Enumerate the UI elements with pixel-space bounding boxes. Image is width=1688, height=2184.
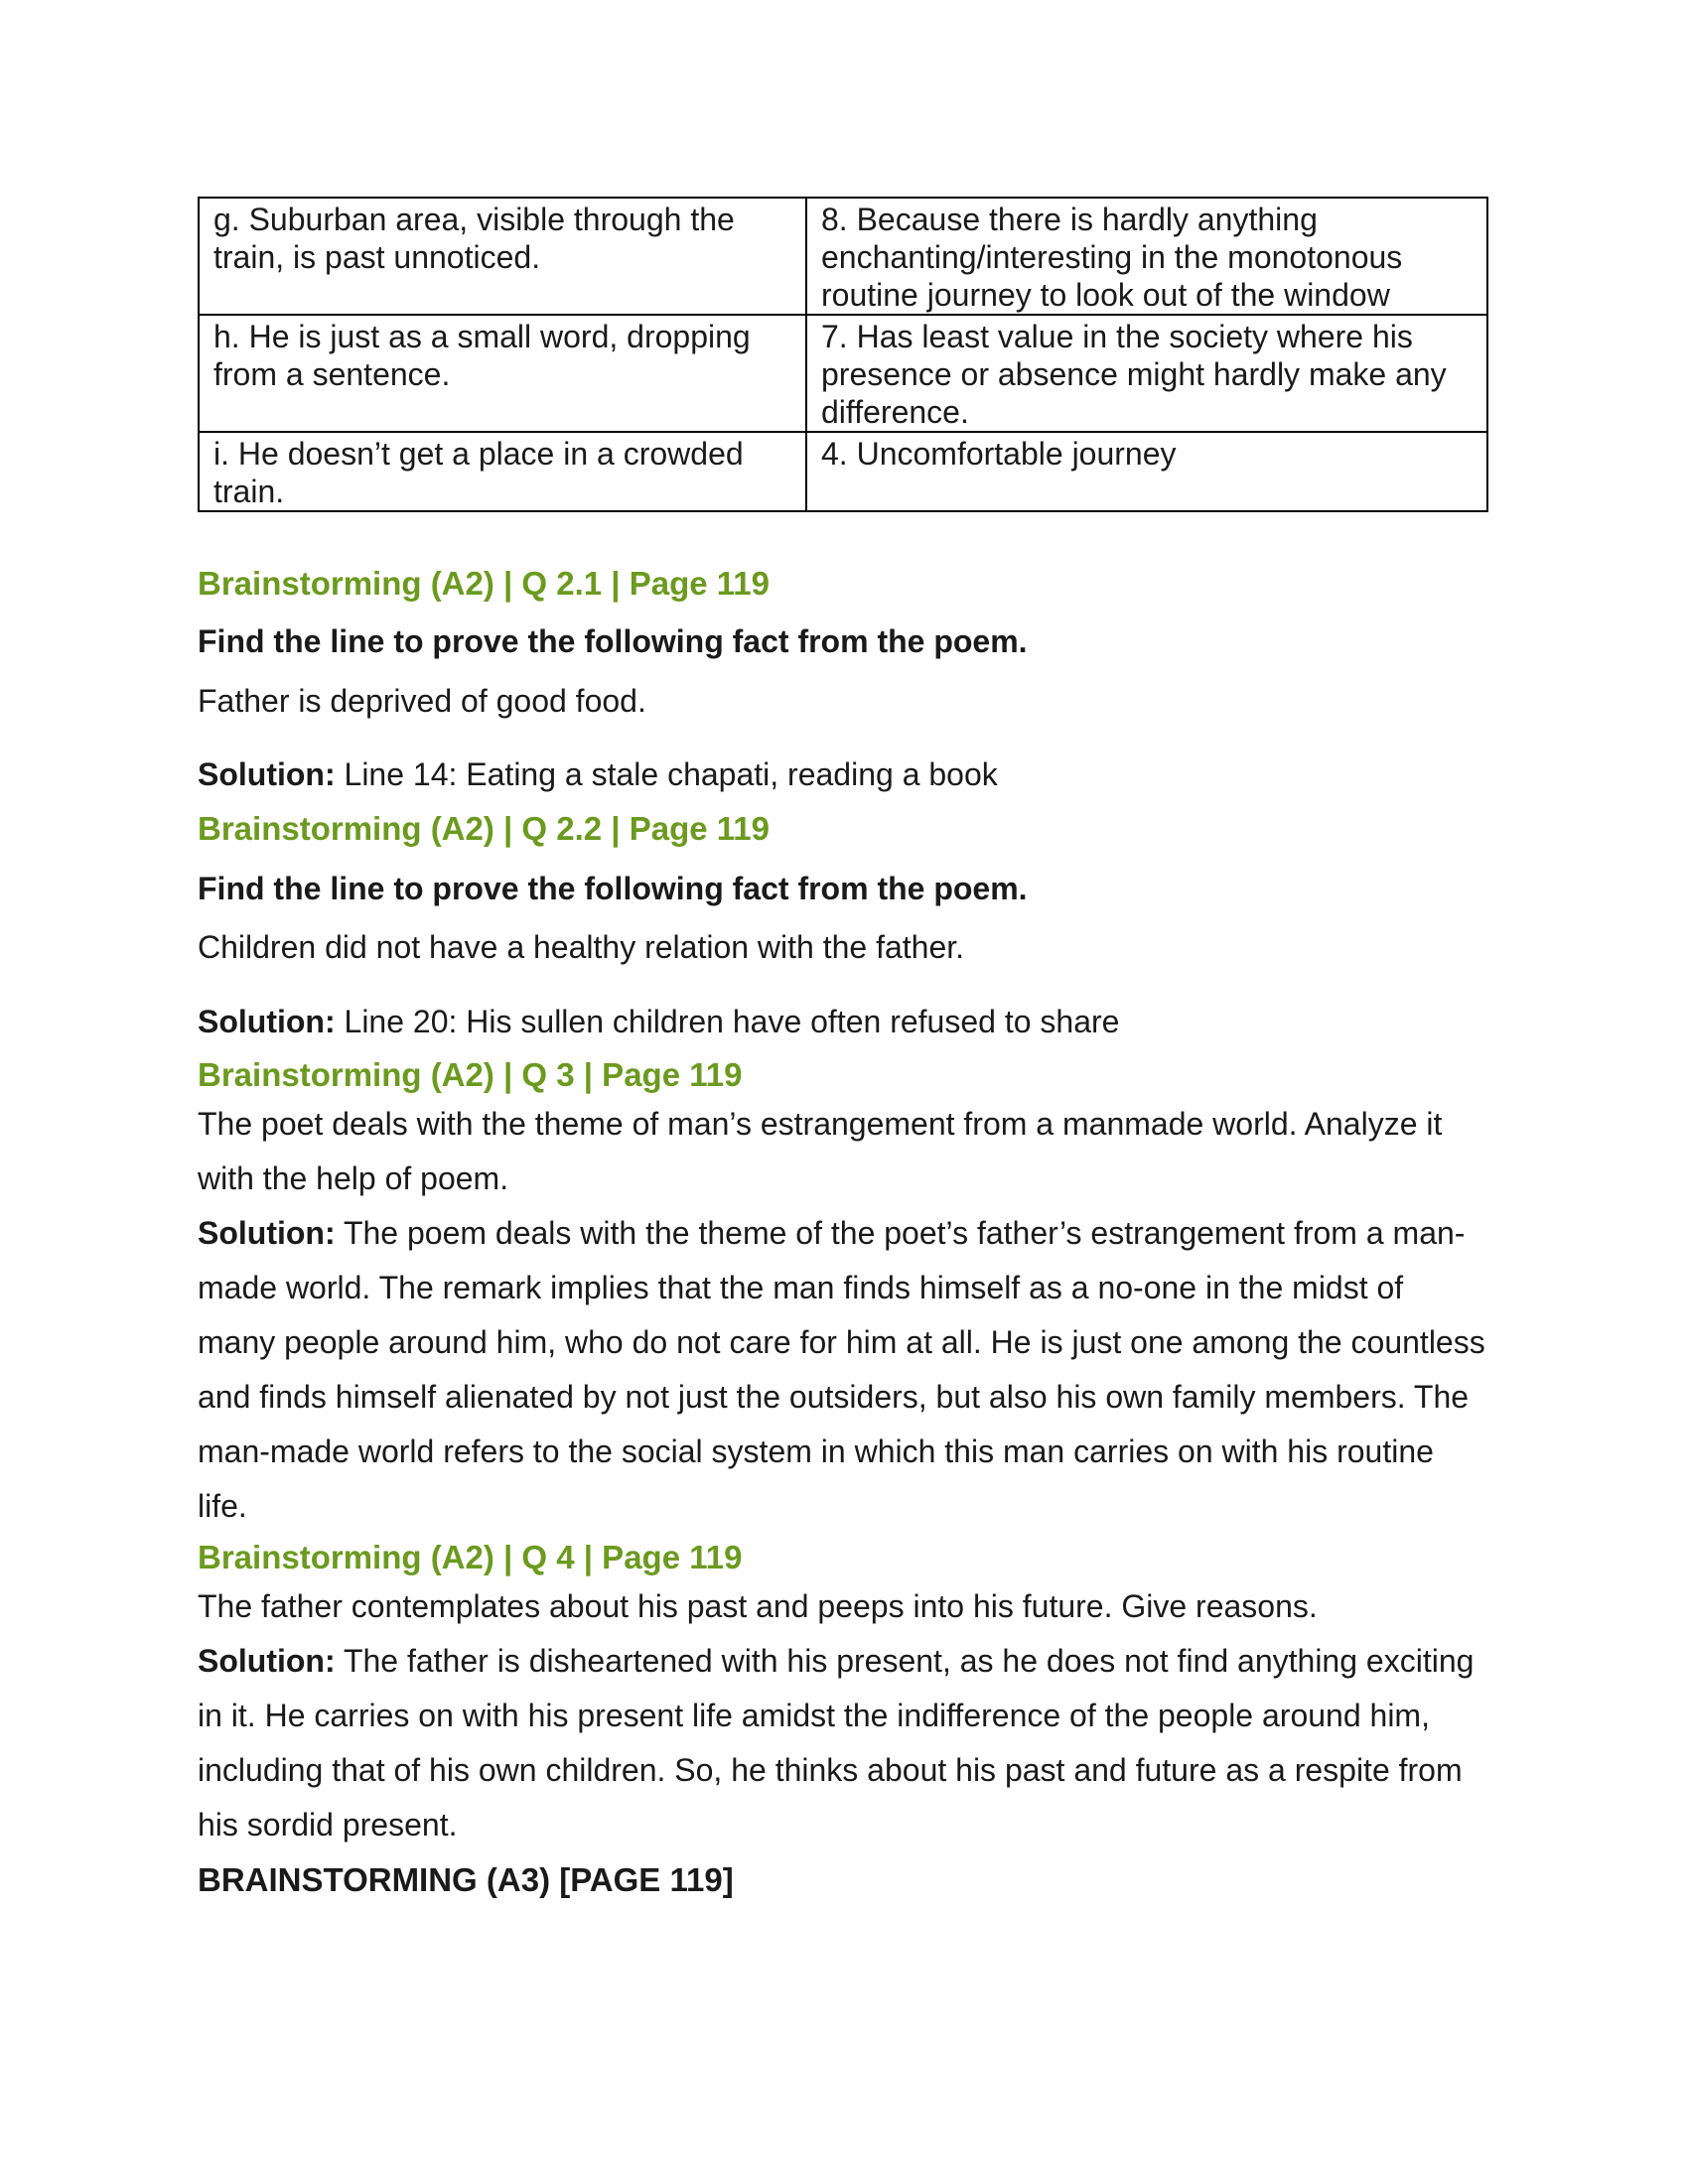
section-heading-q2-1: Brainstorming (A2) | Q 2.1 | Page 119 — [198, 565, 770, 602]
question-fact: Father is deprived of good food. — [198, 683, 646, 719]
matching-table — [198, 197, 1488, 512]
table-row — [199, 198, 1487, 315]
question-instruction: Find the line to prove the following fact from the poem. — [198, 623, 1028, 659]
solution-label: Solution: — [198, 1643, 336, 1679]
table-cell-right: 4. Uncomfortable journey — [806, 432, 1487, 511]
section-heading-q4: Brainstorming (A2) | Q 4 | Page 119 — [198, 1539, 743, 1575]
table-cell-right: 7. Has least value in the society where his presence or absence might hardly make any difference. — [806, 315, 1487, 432]
section-heading-a3: BRAINSTORMING (A3) [PAGE 119] — [198, 1861, 734, 1898]
solution-paragraph — [198, 1002, 1488, 1041]
question-fact: Children did not have a healthy relation with the father. — [198, 929, 965, 965]
table-cell-left: i. He doesn’t get a place in a crowded train. — [199, 432, 806, 511]
solution-text: The poem deals with the theme of the poet’s father’s estrangement from a man-made world. The remark implies that the man finds himself as a no-one in the midst of many people around him, who do not care for him at all. He is just one among the countless and finds himself alienated by not just the outsiders, but also his own family members. The man-made world refers to the social system in which this man carries on with his routine life. — [198, 1215, 1485, 1524]
table-cell-left: h. He is just as a small word, dropping from a sentence. — [199, 315, 806, 432]
table-cell-left: g. Suburban area, visible through the train, is past unnoticed. — [199, 198, 806, 315]
section-heading-q3: Brainstorming (A2) | Q 3 | Page 119 — [198, 1056, 743, 1093]
document-page — [198, 197, 1488, 1900]
solution-paragraph — [198, 1206, 1488, 1534]
section-heading-q2-2: Brainstorming (A2) | Q 2.2 | Page 119 — [198, 810, 770, 847]
solution-label: Solution: — [198, 1004, 336, 1039]
solution-paragraph — [198, 754, 1488, 794]
solution-label: Solution: — [198, 756, 336, 792]
table-cell-right: 8. Because there is hardly anything enchanting/interesting in the monotonous routine journey to look out of the window — [806, 198, 1487, 315]
solution-text: The father is disheartened with his present, as he does not find anything exciting in it. He carries on with his present life amidst the indifference of the people around him, including that of his own children. So, he thinks about his past and future as a respite from his sordid present. — [198, 1643, 1475, 1843]
question-text: The poet deals with the theme of man’s estrangement from a manmade world. Analyze it with the help of poem. — [198, 1106, 1443, 1196]
solution-paragraph — [198, 1634, 1488, 1852]
solution-text: Line 20: His sullen children have often refused to share — [335, 1004, 1120, 1039]
question-instruction: Find the line to prove the following fact from the poem. — [198, 871, 1028, 906]
table-row — [199, 315, 1487, 432]
question-text: The father contemplates about his past and peeps into his future. Give reasons. — [198, 1588, 1318, 1624]
solution-label: Solution: — [198, 1215, 336, 1251]
solution-text: Line 14: Eating a stale chapati, reading a book — [335, 756, 998, 792]
table-row — [199, 432, 1487, 511]
